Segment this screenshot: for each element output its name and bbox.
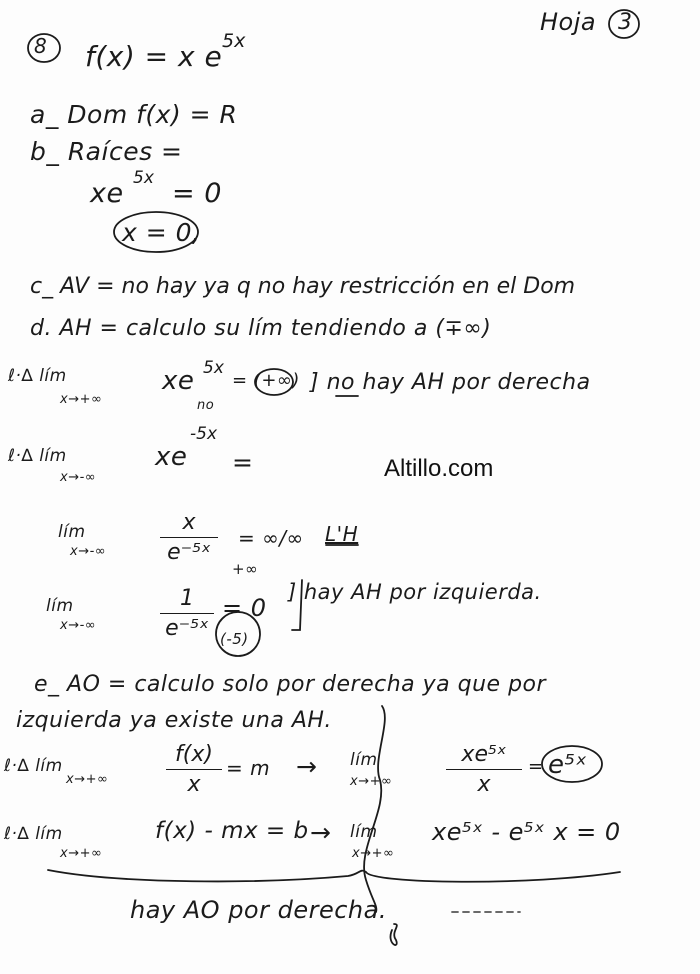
lim6-sub2: x→+∞ <box>352 846 395 861</box>
part-b-exp: 5x <box>133 168 154 188</box>
lim1-exp: 5x <box>203 358 224 378</box>
lim3-rule: L'H <box>325 522 359 546</box>
lim3-fraction <box>160 510 218 565</box>
lim1-sub: x→+∞ <box>60 392 103 407</box>
lim5-lim: lím <box>350 750 378 770</box>
lim2-exp: -5x <box>190 424 218 444</box>
part-b-equation: xe <box>90 178 124 209</box>
part-e-line1: e_ AO = calculo solo por derecha ya que por <box>34 672 547 697</box>
bottom-squiggle <box>390 924 396 945</box>
lim3-eq: = ∞/∞ <box>238 526 304 550</box>
lim5-num: f(x) <box>175 742 213 767</box>
lim5-den: x <box>187 772 201 797</box>
lim2-sub: x→-∞ <box>60 470 97 485</box>
lim6-expr2: xe⁵ˣ - e⁵ˣ x = 0 <box>432 818 621 846</box>
lim5-sub2: x→+∞ <box>350 774 393 789</box>
lim6-expr: f(x) - mx = b <box>155 818 309 844</box>
watermark: Altillo.com <box>384 455 494 482</box>
problem-number: 8 <box>34 34 48 58</box>
part-c: c_ AV = no hay ya q no hay restricción en el Dom <box>30 274 576 299</box>
lim5-prefix: ℓ·∆ lím <box>4 756 63 776</box>
lim4-above: +∞ <box>232 560 259 578</box>
part-b-solution: x = 0, <box>122 218 201 247</box>
lim5-fraction <box>166 742 222 797</box>
lim3-prefix: lím <box>58 522 86 542</box>
e-vertical-stroke <box>364 706 385 912</box>
lim5-arrow: → <box>296 752 318 781</box>
part-b-rhs: = 0 <box>172 178 222 209</box>
lim2-eq: = <box>232 448 254 477</box>
lim4-sub: x→-∞ <box>60 618 97 633</box>
problem-exponent: 5x <box>222 30 246 52</box>
lim5-result-eq: = <box>528 756 544 777</box>
lim5-sub: x→+∞ <box>66 772 109 787</box>
sheet-number: 3 <box>618 10 633 35</box>
lim4-prefix: lím <box>46 596 74 616</box>
lim3-num: x <box>182 510 196 535</box>
lim6-prefix: ℓ·∆ lím <box>4 824 63 844</box>
lim2-prefix: ℓ·∆ lím <box>8 446 67 466</box>
lim6-sub: x→+∞ <box>60 846 103 861</box>
lim5-bar2 <box>446 769 522 770</box>
lim5-eq: = m <box>226 756 271 780</box>
lim4-num: 1 <box>180 586 194 611</box>
lim6-arrow: → <box>310 818 332 847</box>
lim1-note: ] no hay AH por derecha <box>310 370 591 395</box>
lim4-eq: = 0 <box>222 594 267 622</box>
lim4-den-mult: (-5) <box>220 630 249 648</box>
problem-function: f(x) = x e <box>85 40 223 73</box>
lim5-num2: xe⁵ˣ <box>461 742 507 767</box>
bottom-brace <box>48 870 620 882</box>
lim5-fraction2 <box>446 742 522 797</box>
lim1-expr: xe <box>162 366 195 396</box>
conclusion: hay AO por derecha. <box>130 896 387 924</box>
part-a: a_ Dom f(x) = R <box>30 100 238 129</box>
lim2-expr: xe <box>155 442 188 472</box>
lim4-bar <box>160 613 214 614</box>
lim5-bar <box>166 769 222 770</box>
lim5-result: e⁵ˣ <box>548 750 588 780</box>
lim3-bar <box>160 537 218 538</box>
part-e-line2: izquierda ya existe una AH. <box>16 708 332 733</box>
lim5-den2: x <box>477 772 491 797</box>
sheet-label: Hoja <box>540 8 597 36</box>
lim3-sub: x→-∞ <box>70 544 107 559</box>
lim1-no-mark: no <box>197 398 215 413</box>
lim4-fraction <box>160 586 214 641</box>
lim3-den: e⁻⁵ˣ <box>167 540 211 565</box>
lim4-note: ] hay AH por izquierda. <box>288 580 542 604</box>
part-b: b_ Raíces = <box>30 137 183 166</box>
lim1-prefix: ℓ·∆ lím <box>8 366 67 386</box>
lim1-eq: = (+∞) <box>232 370 300 391</box>
part-d: d. AH = calculo su lím tendiendo a (∓∞) <box>30 316 492 341</box>
lim6-lim: lím <box>350 822 378 842</box>
lim4-den: e⁻⁵ˣ <box>165 616 209 641</box>
